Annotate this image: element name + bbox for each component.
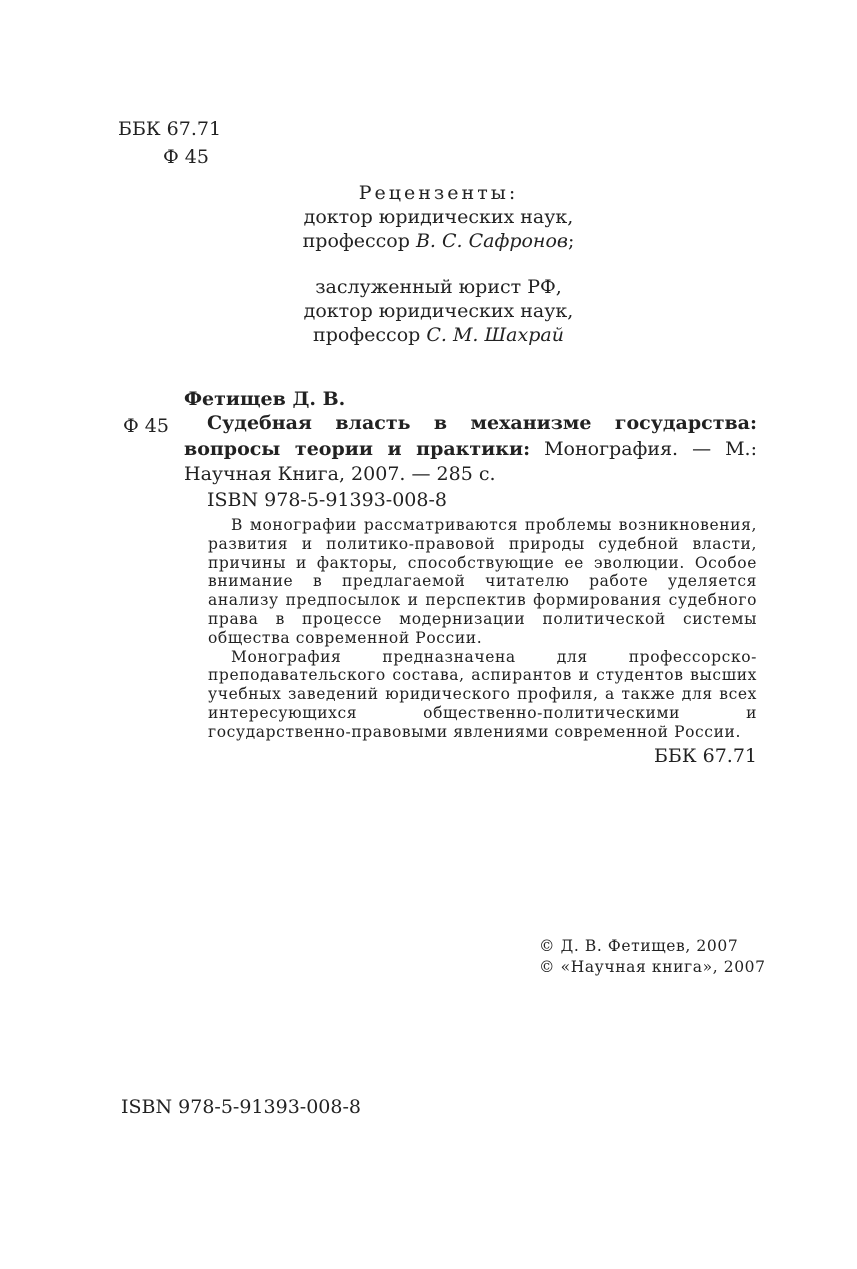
reviewer-1-name: В. С. Сафронов [415, 230, 568, 252]
copyright-author: © Д. В. Фетищев, 2007 [539, 937, 739, 955]
isbn-description: ISBN 978-5-91393-008-8 [207, 489, 447, 511]
reviewer-1-title: профессор [302, 230, 416, 252]
reviewer-2-name: С. М. Шахрай [426, 324, 564, 346]
reviewer-1-line [180, 229, 697, 253]
abstract [208, 516, 757, 742]
reviewer-2-honor: заслуженный юрист РФ, [315, 276, 562, 298]
copyright-publisher: © «Научная книга», 2007 [539, 958, 766, 976]
abstract-paragraph-1: В монографии рассматриваются проблемы возникновения, развития и политико-правовой природы судебной власти, причины и факторы, способствующие ее эволюции. Особое внимание в предлагаемой читателю работе уделяется анализу предпосылок и перспектив формирования судебного права в процессе модернизации политической системы общества современной России. [208, 516, 757, 647]
book-title: Судебная власть в механизме государства: вопросы теории и практики: [184, 412, 757, 460]
reviewer-2-line [180, 323, 697, 347]
isbn-bottom: ISBN 978-5-91393-008-8 [121, 1096, 361, 1118]
abstract-paragraph-2: Монография предназначена для профессорско-преподавательского состава, аспирантов и студентов высших учебных заведений юридического профиля, а также для всех интересующихся общественно-политическими и государственно-правовыми явлениями современной России. [208, 647, 757, 741]
reviewer-2-title: профессор [313, 324, 427, 346]
book-publication-info: Монография. — М.: Научная Книга, 2007. — 285 с. [184, 437, 757, 485]
copyright-block [539, 936, 766, 978]
bbk-index-top: ББК 67.71 [118, 118, 222, 140]
reviewer-2-degree: доктор юридических наук, [303, 300, 574, 322]
author-code-top: Ф 45 [163, 146, 209, 168]
reviewers-heading: Рецензенты: [358, 182, 519, 204]
author-code: Ф 45 [123, 415, 169, 437]
bbk-index-right: ББК 67.71 [653, 745, 757, 767]
reviewer-1-degree: доктор юридических наук, [303, 206, 574, 228]
bibliographic-description [184, 411, 757, 488]
reviewer-1-suffix: ; [567, 230, 575, 252]
author-heading: Фетищев Д. В. [184, 388, 346, 410]
reviewers-block [180, 181, 697, 347]
